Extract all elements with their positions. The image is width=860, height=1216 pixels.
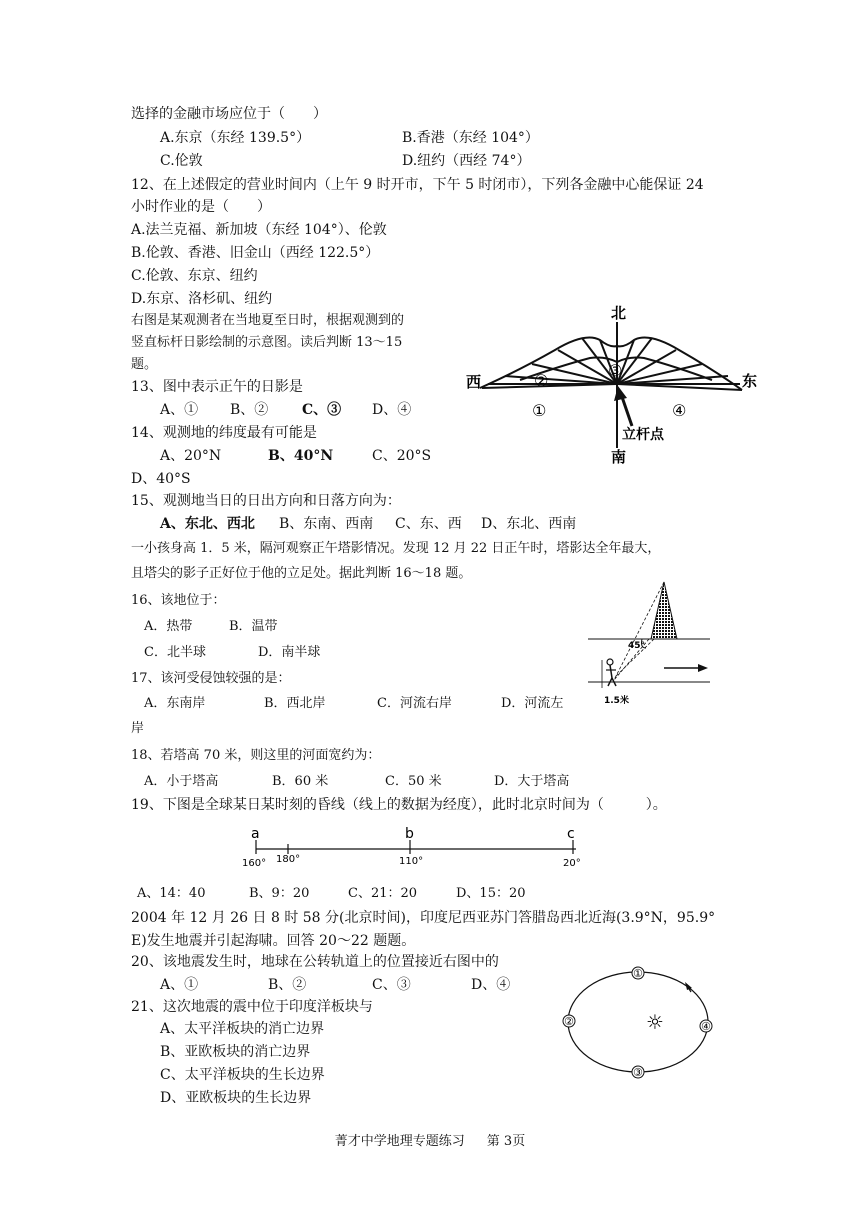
q16-option-d: D．南半球 <box>258 645 321 660</box>
q16-18-intro-2: 且塔尖的影子正好位于他的立足处。据此判断 16～18 题。 <box>131 566 472 581</box>
q19-option-d: D、15：20 <box>456 886 526 901</box>
q18-option-c: C．50 米 <box>385 774 442 789</box>
q18-option-d: D．大于塔高 <box>494 774 570 789</box>
point-c-label: c <box>567 826 575 842</box>
shadow-label-4: ④ <box>672 401 687 420</box>
q17-option-d-cont: 岸 <box>131 721 145 736</box>
q17-option-c: C．河流右岸 <box>377 696 452 711</box>
intro-line: 选择的金融市场应位于（ ） <box>131 106 327 122</box>
orbit-point-2: ② <box>564 1015 574 1028</box>
q17-stem: 17、该河受侵蚀较强的是： <box>131 671 291 686</box>
shadow-label-1: ① <box>532 401 547 420</box>
q13-option-b: B、② <box>230 402 269 418</box>
q20-option-b: B、② <box>268 977 307 993</box>
q15-option-b: B、东南、西南 <box>279 516 374 532</box>
q16-option-c: C．北半球 <box>144 645 206 660</box>
q20-22-intro-1: 2004 年 12 月 26 日 8 时 58 分(北京时间)，印度尼西亚苏门答腊岛西北近海(3.9°N，95.9° <box>131 910 716 926</box>
east-label: 东 <box>742 372 758 390</box>
q14-option-d: D、40°S <box>131 471 191 487</box>
north-label: 北 <box>611 304 627 322</box>
q16-18-intro-1: 一小孩身高 1．5 米，隔河观察正午塔影情况。发现 12 月 22 日正午时，塔影达全年最大， <box>131 541 661 556</box>
q13-15-intro-1: 右图是某观测者在当地夏至日时，根据观测到的 <box>131 313 405 328</box>
shadow-label-3: ③ <box>608 361 623 380</box>
footer-page-number: 第 3页 <box>486 1134 526 1149</box>
q17-option-a: A．东南岸 <box>144 696 206 711</box>
option-b: B.香港（东经 104°） <box>402 130 539 146</box>
south-label: 南 <box>611 448 627 465</box>
q13-stem: 13、图中表示正午的日影是 <box>131 379 303 395</box>
q12-option-d: D.东京、洛杉矶、纽约 <box>131 291 273 307</box>
q13-15-intro-3: 题。 <box>131 357 158 372</box>
footer-school: 菁才中学地理专题练习 <box>334 1134 465 1149</box>
orbit-diagram <box>560 966 720 1086</box>
q20-22-intro-2: E)发生地震并引起海啸。回答 20～22 题题。 <box>131 933 416 949</box>
q19-option-b: B、9：20 <box>249 886 310 901</box>
q17-option-b: B．西北岸 <box>264 696 326 711</box>
q21-stem: 21、这次地震的震中位于印度洋板块与 <box>131 999 373 1015</box>
height-label: 1.5米 <box>604 696 629 706</box>
orbit-point-3: ③ <box>633 1066 643 1079</box>
q19-option-a: A、14：40 <box>137 886 206 901</box>
pole-point-label: 立杆点 <box>622 427 664 443</box>
tick-180: 180° <box>276 854 301 865</box>
q18-option-a: A．小于塔高 <box>144 774 219 789</box>
q12-option-c: C.伦敦、东京、纽约 <box>131 268 258 284</box>
tower-river-diagram <box>584 576 714 711</box>
west-label: 西 <box>466 373 482 391</box>
sun-icon: ☼ <box>646 1010 664 1034</box>
q14-option-a: A、20°N <box>160 448 222 464</box>
q13-15-intro-2: 竖直标杆日影绘制的示意图。读后判断 13～15 <box>131 335 403 350</box>
q12-option-a: A.法兰克福、新加坡（东经 104°）、伦敦 <box>131 222 387 238</box>
q16-stem: 16、该地位于： <box>131 593 226 608</box>
q14-stem: 14、观测地的纬度最有可能是 <box>131 425 317 441</box>
option-c: C.伦敦 <box>160 153 203 169</box>
q13-option-a: A、① <box>160 402 199 418</box>
shadow-label-2: ② <box>534 371 549 390</box>
q14-option-c: C、20°S <box>372 448 432 464</box>
q15-option-c: C、东、西 <box>395 516 462 532</box>
q19-option-c: C、21：20 <box>348 886 418 901</box>
q15-stem: 15、观测地当日的日出方向和日落方向为： <box>131 493 401 509</box>
q20-option-d: D、④ <box>471 977 511 993</box>
dusk-line-diagram <box>238 822 588 872</box>
q18-option-b: B．60 米 <box>272 774 329 789</box>
page-footer <box>0 1130 860 1149</box>
q14-option-b: B、40°N <box>268 448 334 464</box>
tick-110: 110° <box>399 856 424 867</box>
q21-option-d: D、亚欧板块的生长边界 <box>160 1090 312 1106</box>
q21-option-c: C、太平洋板块的生长边界 <box>160 1067 325 1083</box>
tick-160: 160° <box>242 858 267 869</box>
q15-option-d: D、东北、西南 <box>481 516 577 532</box>
point-a-label: a <box>251 826 260 842</box>
q16-option-b: B．温带 <box>229 619 278 634</box>
q21-option-b: B、亚欧板块的消亡边界 <box>160 1044 311 1060</box>
option-d: D.纽约（西经 74°） <box>402 153 531 169</box>
q13-option-d: D、④ <box>372 402 412 418</box>
q15-option-a: A、东北、西北 <box>160 516 255 532</box>
option-a: A.东京（东经 139.5°） <box>160 130 311 146</box>
q13-option-c: C、③ <box>302 402 342 418</box>
q12-stem-1: 12、在上述假定的营业时间内（上午 9 时开市，下午 5 时闭市），下列各金融中心能保证 24 <box>131 177 704 193</box>
angle-label: 45° <box>628 641 646 651</box>
shadow-diagram <box>460 300 760 465</box>
q19-stem: 19、下图是全球某日某时刻的昏线（线上的数据为经度），此时北京时间为（ ）。 <box>131 797 667 813</box>
q20-option-c: C、③ <box>372 977 411 993</box>
tick-20: 20° <box>563 858 581 869</box>
q12-stem-2: 小时作业的是（ ） <box>131 199 271 215</box>
orbit-point-1: ① <box>633 967 643 980</box>
q20-stem: 20、该地震发生时，地球在公转轨道上的位置接近右图中的 <box>131 954 499 970</box>
q17-option-d: D．河流左 <box>501 696 564 711</box>
orbit-point-4: ④ <box>701 1020 711 1033</box>
q18-stem: 18、若塔高 70 米，则这里的河面宽约为： <box>131 748 381 763</box>
point-b-label: b <box>405 826 414 842</box>
q20-option-a: A、① <box>160 977 199 993</box>
q12-option-b: B.伦敦、香港、旧金山（西经 122.5°） <box>131 245 380 261</box>
q21-option-a: A、太平洋板块的消亡边界 <box>160 1021 325 1037</box>
q16-option-a: A．热带 <box>144 619 193 634</box>
